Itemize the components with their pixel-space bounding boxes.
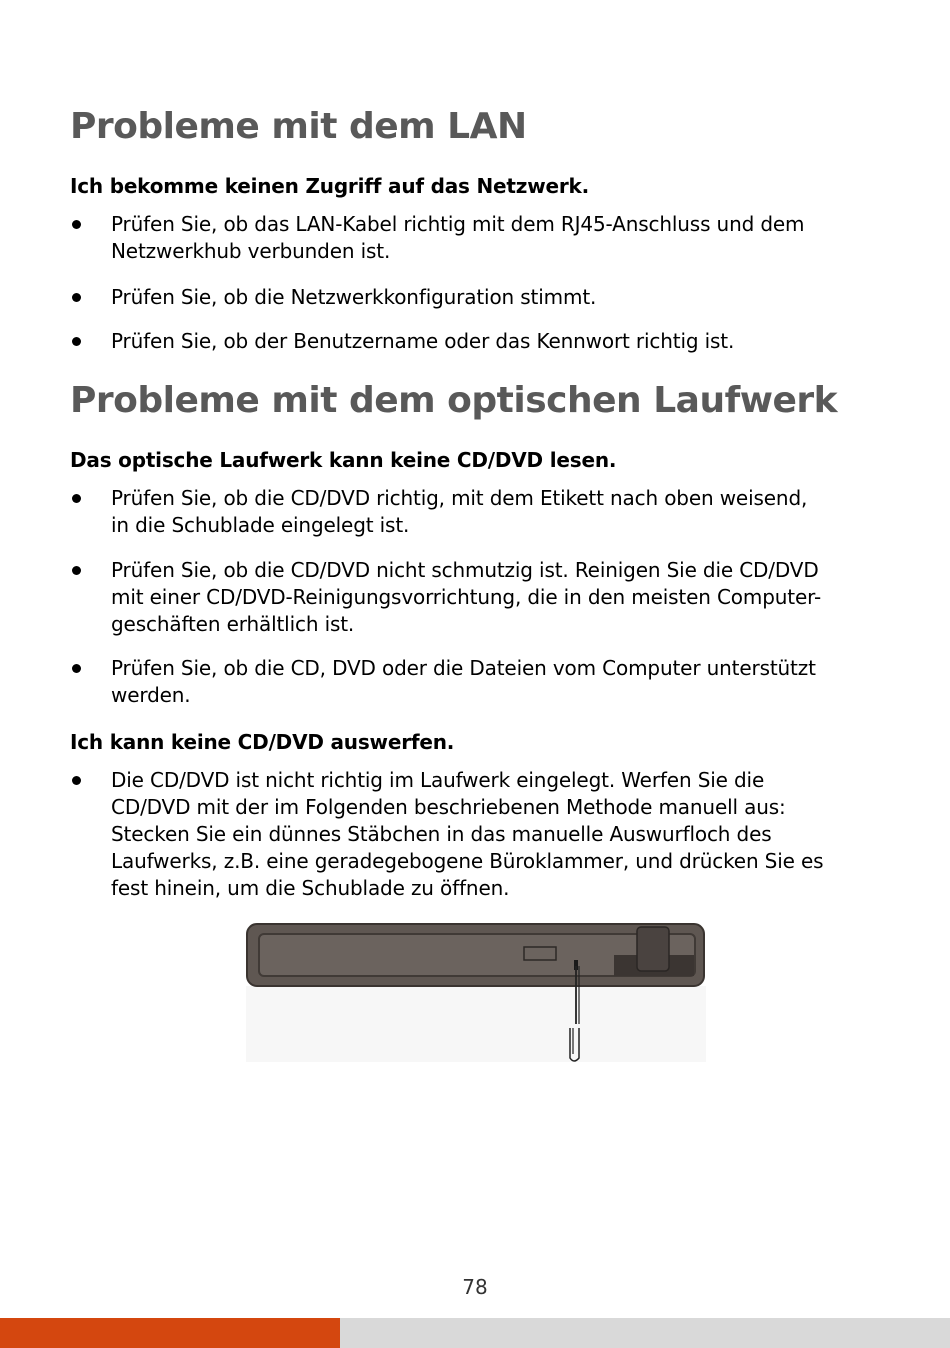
list-item-line: Prüfen Sie, ob die Netzwerkkonfiguration stimmt. [111, 285, 597, 309]
bullet-icon [72, 220, 81, 229]
footer-accent-bar [0, 1318, 340, 1348]
list-item [70, 328, 880, 355]
optical-drive-eject-illustration [246, 922, 706, 1062]
bullet-icon [72, 293, 81, 302]
problem-heading-cannot-read: Das optische Laufwerk kann keine CD/DVD lesen. [70, 448, 617, 472]
bullet-icon [72, 664, 81, 673]
bullet-icon [72, 566, 81, 575]
list-item [70, 655, 880, 709]
list-item-line: CD/DVD mit der im Folgenden beschriebenen Methode manuell aus: [111, 795, 786, 819]
list-item-line: Prüfen Sie, ob die CD/DVD richtig, mit dem Etikett nach oben weisend, [111, 486, 808, 510]
problem-heading-network-access: Ich bekomme keinen Zugriff auf das Netzwerk. [70, 174, 590, 198]
list-item-line: geschäften erhältlich ist. [111, 612, 355, 636]
footer-bar [340, 1318, 950, 1348]
list-item-line: Netzwerkhub verbunden ist. [111, 239, 391, 263]
list-item-line: fest hinein, um die Schublade zu öffnen. [111, 876, 510, 900]
list-item-line: mit einer CD/DVD-Reinigungsvorrichtung, die in den meisten Computer- [111, 585, 822, 609]
list-item-line: Die CD/DVD ist nicht richtig im Laufwerk eingelegt. Werfen Sie die [111, 768, 765, 792]
list-item-line: Prüfen Sie, ob der Benutzername oder das Kennwort richtig ist. [111, 329, 735, 353]
list-item-line: in die Schublade eingelegt ist. [111, 513, 410, 537]
list-item [70, 211, 880, 265]
bullet-icon [72, 776, 81, 785]
list-item [70, 284, 880, 311]
list-item-line: Prüfen Sie, ob das LAN-Kabel richtig mit dem RJ45-Anschluss und dem [111, 212, 805, 236]
list-item-line: Prüfen Sie, ob die CD/DVD nicht schmutzig ist. Reinigen Sie die CD/DVD [111, 558, 819, 582]
list-item-line: werden. [111, 683, 191, 707]
list-item [70, 485, 880, 539]
list-item [70, 767, 880, 902]
problem-heading-cannot-eject: Ich kann keine CD/DVD auswerfen. [70, 730, 455, 754]
page-number: 78 [462, 1275, 488, 1299]
list-item-line: Laufwerks, z.B. eine geradegebogene Büroklammer, und drücken Sie es [111, 849, 824, 873]
bullet-icon [72, 337, 81, 346]
section-title-optical-drive: Probleme mit dem optischen Laufwerk [70, 380, 838, 421]
list-item-line: Prüfen Sie, ob die CD, DVD oder die Dateien vom Computer unterstützt [111, 656, 816, 680]
list-item-line: Stecken Sie ein dünnes Stäbchen in das manuelle Auswurfloch des [111, 822, 772, 846]
section-title-lan: Probleme mit dem LAN [70, 106, 527, 147]
bullet-icon [72, 494, 81, 503]
list-item [70, 557, 880, 638]
